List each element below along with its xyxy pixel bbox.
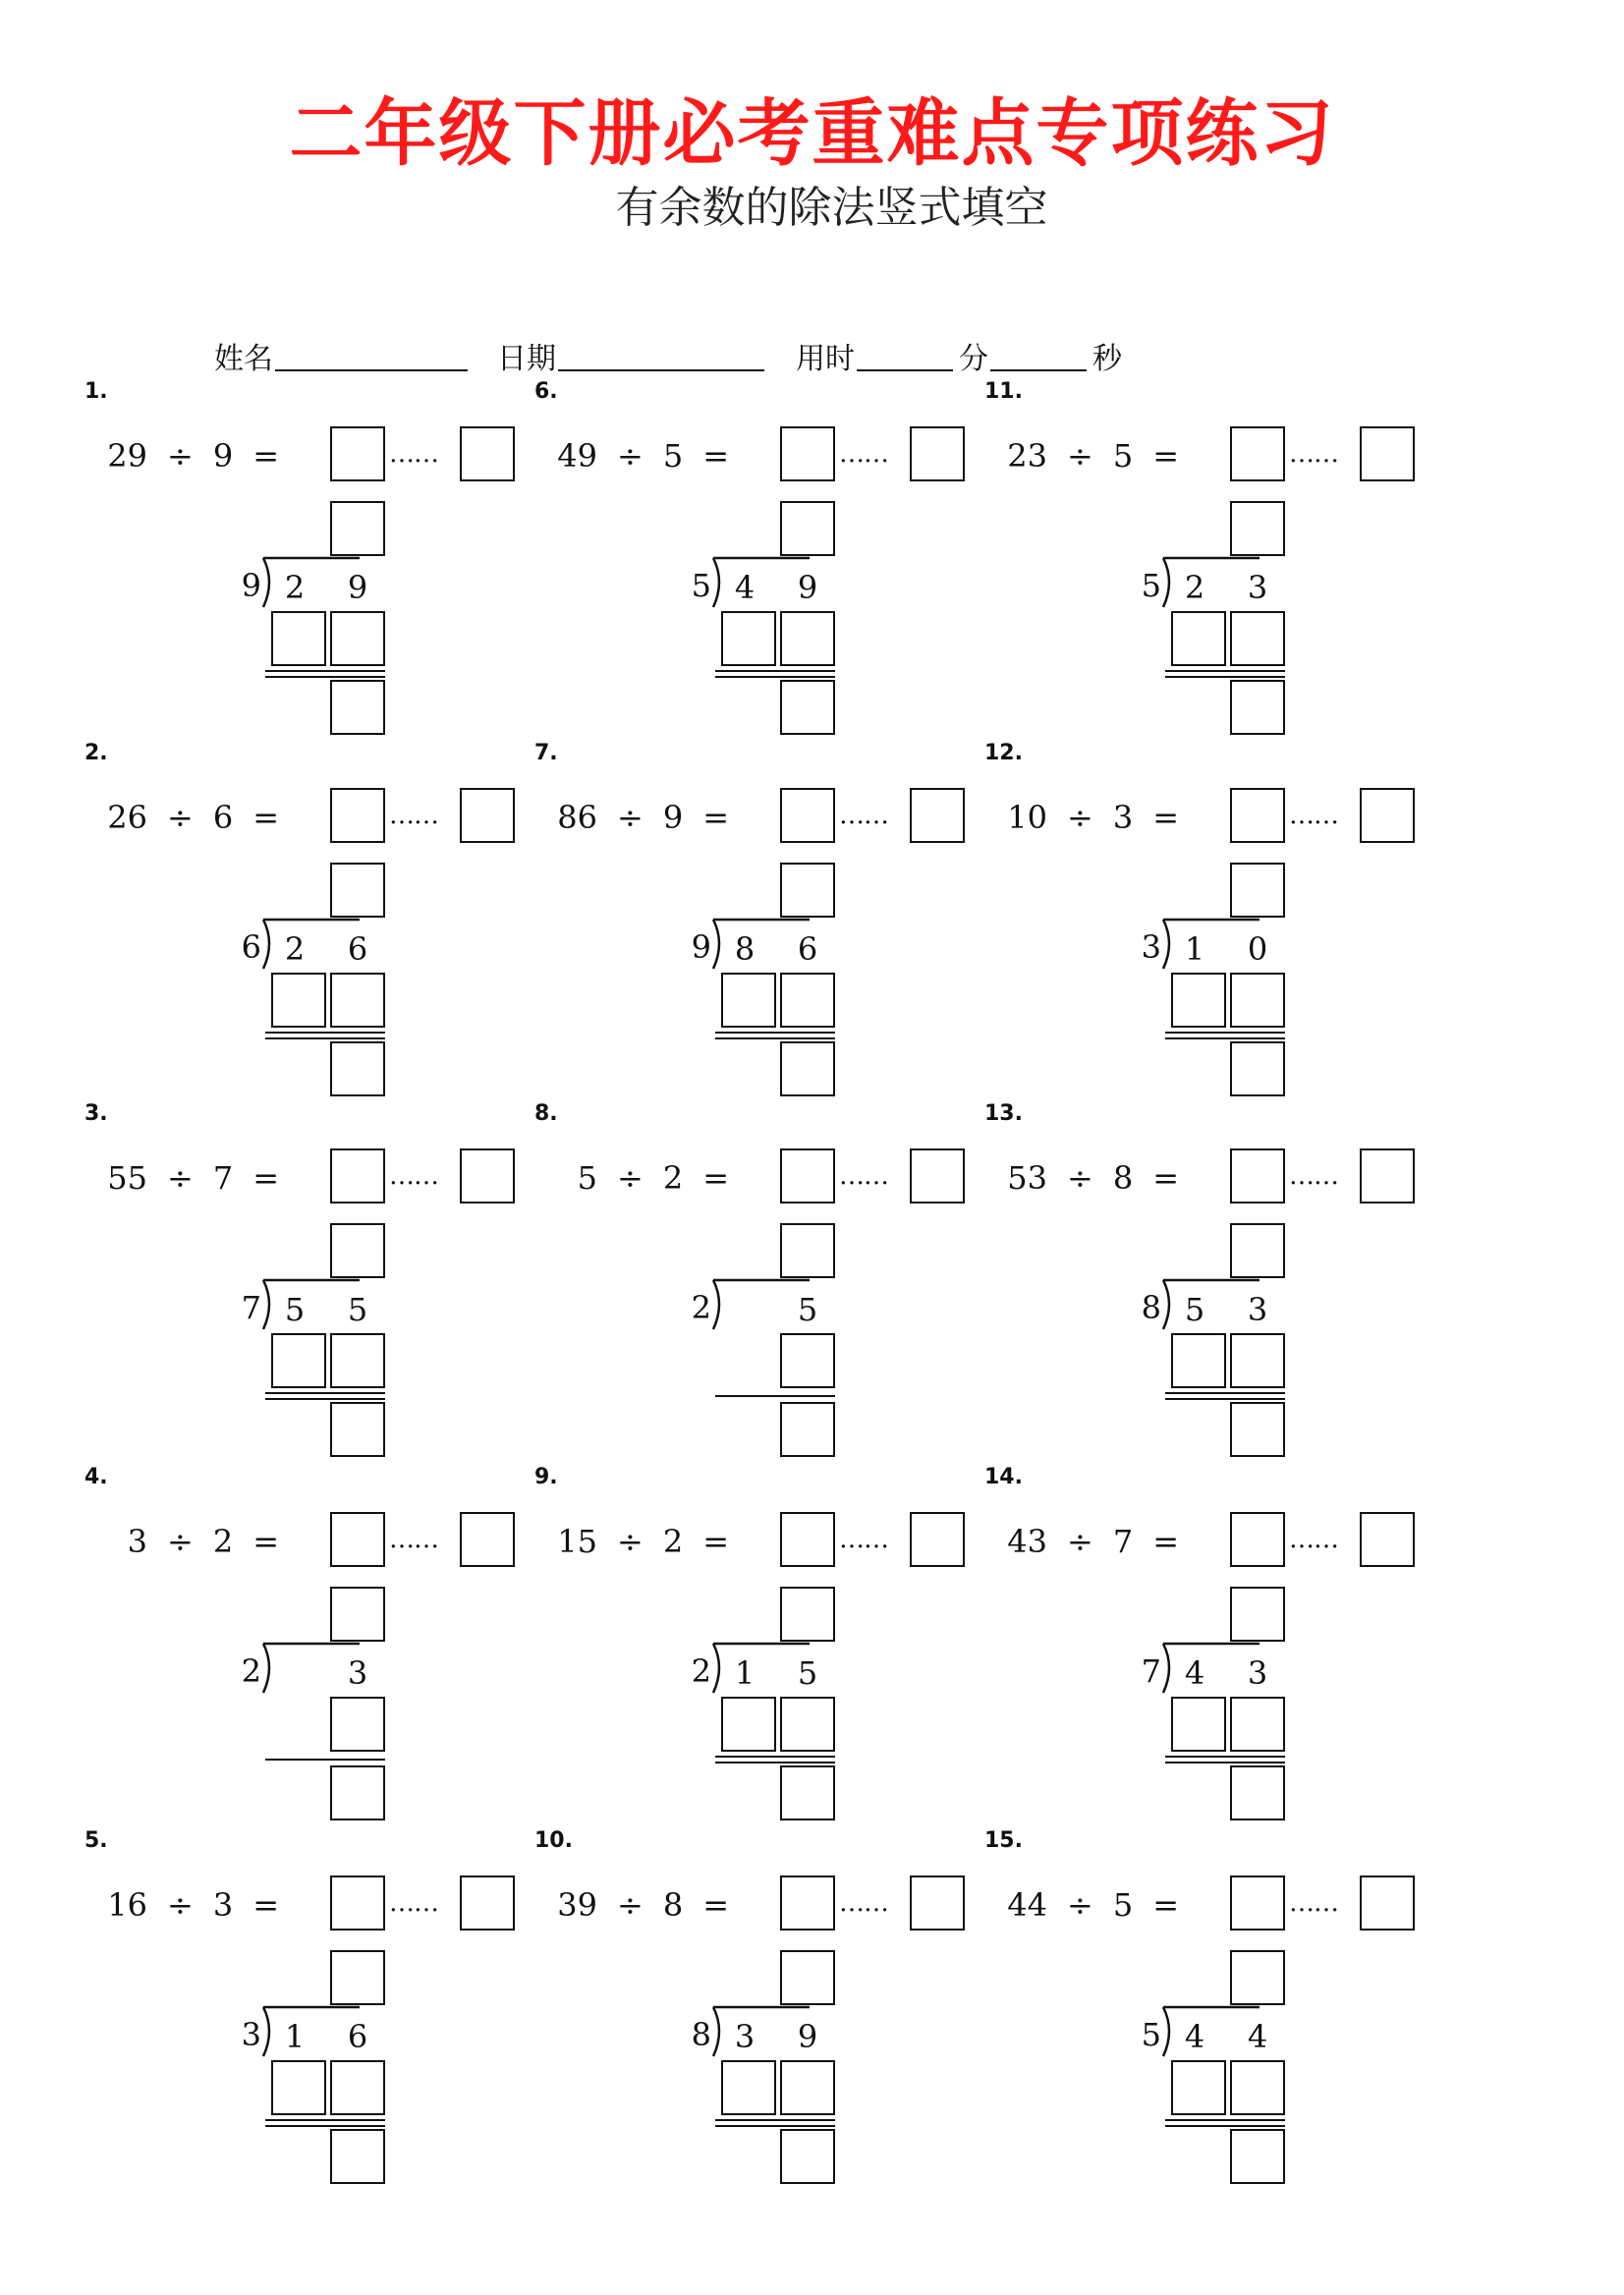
- divide-sign: ÷: [1067, 1159, 1093, 1197]
- subtraction-line: [715, 1395, 835, 1397]
- remainder-dots: ……: [389, 1161, 438, 1191]
- long-division-remainder-box[interactable]: [1230, 1765, 1285, 1820]
- equals-sign: =: [252, 1523, 279, 1560]
- problem-number: 1.: [84, 379, 108, 404]
- equals-sign: =: [702, 437, 729, 475]
- remainder-answer-box[interactable]: [910, 788, 965, 843]
- long-division-quotient-box[interactable]: [780, 863, 835, 918]
- subtraction-line: [715, 1032, 835, 1034]
- divisor: 3: [212, 1886, 234, 1924]
- quotient-answer-box[interactable]: [780, 1875, 835, 1931]
- remainder-dots: ……: [1289, 1525, 1338, 1554]
- divisor: 7: [1112, 1523, 1134, 1560]
- subtraction-line: [1165, 1392, 1285, 1394]
- problem-number: 6.: [534, 379, 558, 404]
- problem-number: 5.: [84, 1828, 108, 1853]
- dividend-ones-digit: 5: [347, 1291, 368, 1328]
- long-division-quotient-box[interactable]: [780, 1950, 835, 2005]
- student-info-row: [214, 330, 1122, 377]
- time-label: 用时: [796, 342, 855, 376]
- quotient-answer-box[interactable]: [330, 1512, 385, 1567]
- quotient-answer-box[interactable]: [330, 426, 385, 481]
- dividend: 10: [1007, 799, 1048, 836]
- long-division-quotient-box[interactable]: [330, 1587, 385, 1642]
- product-ones-box[interactable]: [780, 611, 835, 666]
- long-division-remainder-box[interactable]: [330, 1402, 385, 1457]
- second-label: 秒: [1092, 342, 1122, 376]
- remainder-dots: ……: [839, 439, 888, 469]
- division-equation: [557, 788, 729, 847]
- dividend-tens-digit: 4: [734, 569, 756, 606]
- subtraction-line-double: [265, 1398, 385, 1400]
- divisor: 5: [1112, 437, 1134, 475]
- long-division-quotient-box[interactable]: [780, 1223, 835, 1278]
- divisor: 9: [212, 437, 234, 475]
- divide-sign: ÷: [1067, 1523, 1093, 1560]
- dividend-tens-digit: 2: [284, 569, 306, 606]
- dividend: 44: [1007, 1886, 1048, 1924]
- problem-9: [534, 1465, 957, 1819]
- remainder-dots: ……: [839, 1161, 888, 1191]
- divisor: 2: [662, 1159, 684, 1197]
- long-division-divisor: 3: [1141, 928, 1161, 966]
- remainder-answer-box[interactable]: [910, 1148, 965, 1203]
- equals-sign: =: [1152, 1886, 1179, 1924]
- remainder-answer-box[interactable]: [460, 1512, 515, 1567]
- problem-number: 7.: [534, 741, 558, 765]
- long-division-divisor: 9: [241, 567, 261, 604]
- product-ones-box[interactable]: [780, 2060, 835, 2115]
- dividend-tens-digit: 4: [1184, 1654, 1205, 1692]
- product-tens-box[interactable]: [721, 1697, 776, 1752]
- problem-number: 2.: [84, 741, 108, 765]
- long-division-quotient-box[interactable]: [1230, 1587, 1285, 1642]
- equals-sign: =: [702, 1159, 729, 1197]
- remainder-dots: ……: [839, 1888, 888, 1918]
- product-tens-box[interactable]: [271, 973, 326, 1028]
- product-ones-box[interactable]: [330, 611, 385, 666]
- dividend: 55: [107, 1159, 148, 1197]
- remainder-dots: ……: [389, 801, 438, 830]
- division-equation: [557, 1875, 729, 1934]
- long-division-remainder-box[interactable]: [330, 680, 385, 735]
- quotient-answer-box[interactable]: [780, 1148, 835, 1203]
- remainder-dots: ……: [389, 439, 438, 469]
- dividend: 16: [107, 1886, 148, 1924]
- division-equation: [107, 1875, 279, 1934]
- remainder-dots: ……: [389, 1888, 438, 1918]
- subtraction-line-double: [1165, 676, 1285, 678]
- dividend: 23: [1007, 437, 1048, 475]
- product-ones-box[interactable]: [1230, 2060, 1285, 2115]
- remainder-answer-box[interactable]: [1360, 1875, 1415, 1931]
- dividend-ones-digit: 6: [797, 930, 818, 968]
- divide-sign: ÷: [617, 1523, 644, 1560]
- product-ones-box[interactable]: [1230, 1333, 1285, 1388]
- divide-sign: ÷: [167, 1886, 194, 1924]
- dividend: 53: [1007, 1159, 1048, 1197]
- product-tens-box[interactable]: [721, 611, 776, 666]
- subtraction-line: [715, 2119, 835, 2121]
- product-tens-box[interactable]: [271, 2060, 326, 2115]
- division-equation: [107, 788, 279, 847]
- quotient-answer-box[interactable]: [1230, 1512, 1285, 1567]
- problem-number: 13.: [984, 1101, 1023, 1126]
- quotient-answer-box[interactable]: [330, 1148, 385, 1203]
- equals-sign: =: [1152, 1523, 1179, 1560]
- dividend-ones-digit: 4: [1247, 2018, 1268, 2055]
- remainder-answer-box[interactable]: [910, 426, 965, 481]
- quotient-answer-box[interactable]: [780, 426, 835, 481]
- remainder-dots: ……: [1289, 801, 1338, 830]
- divide-sign: ÷: [1067, 1886, 1093, 1924]
- subtraction-line: [265, 1759, 385, 1761]
- divisor: 5: [662, 437, 684, 475]
- division-equation: [107, 1148, 279, 1207]
- remainder-dots: ……: [839, 1525, 888, 1554]
- dividend-ones-digit: 9: [797, 2018, 818, 2055]
- subtraction-line: [1165, 2119, 1285, 2121]
- long-division-quotient-box[interactable]: [330, 863, 385, 918]
- remainder-answer-box[interactable]: [1360, 1148, 1415, 1203]
- problem-number: 10.: [534, 1828, 573, 1853]
- subtraction-line-double: [265, 2125, 385, 2127]
- divisor: 8: [662, 1886, 684, 1924]
- problem-number: 9.: [534, 1465, 558, 1489]
- long-division-quotient-box[interactable]: [1230, 1223, 1285, 1278]
- long-division-remainder-box[interactable]: [780, 1765, 835, 1820]
- divide-sign: ÷: [617, 437, 644, 475]
- long-division-quotient-box[interactable]: [1230, 863, 1285, 918]
- equals-sign: =: [702, 799, 729, 836]
- long-division-remainder-box[interactable]: [1230, 1402, 1285, 1457]
- long-division-divisor: 8: [1141, 1289, 1161, 1326]
- page-subtitle: 有余数的除法竖式填空: [615, 183, 1048, 233]
- date-field[interactable]: [558, 336, 764, 371]
- dividend-ones-digit: 9: [347, 569, 368, 606]
- dividend-ones-digit: 6: [347, 2018, 368, 2055]
- remainder-answer-box[interactable]: [1360, 1512, 1415, 1567]
- dividend-tens-digit: 4: [1184, 2018, 1205, 2055]
- problem-number: 15.: [984, 1828, 1023, 1853]
- divide-sign: ÷: [1067, 799, 1093, 836]
- problem-10: [534, 1828, 957, 2182]
- quotient-answer-box[interactable]: [1230, 1875, 1285, 1931]
- equals-sign: =: [702, 1523, 729, 1560]
- long-division-divisor: 2: [691, 1652, 711, 1690]
- subtraction-line-double: [1165, 1398, 1285, 1400]
- remainder-answer-box[interactable]: [460, 1875, 515, 1931]
- subtraction-line-double: [715, 1762, 835, 1763]
- quotient-answer-box[interactable]: [1230, 426, 1285, 481]
- dividend-ones-digit: 3: [347, 1654, 368, 1692]
- dividend: 43: [1007, 1523, 1048, 1560]
- remainder-answer-box[interactable]: [460, 1148, 515, 1203]
- problem-1: [84, 379, 507, 733]
- dividend-ones-digit: 3: [1247, 1654, 1268, 1692]
- product-tens-box[interactable]: [721, 2060, 776, 2115]
- problem-5: [84, 1828, 507, 2182]
- long-division-remainder-box[interactable]: [780, 1041, 835, 1096]
- divisor: 7: [212, 1159, 234, 1197]
- long-division-divisor: 5: [1141, 567, 1161, 604]
- remainder-answer-box[interactable]: [910, 1875, 965, 1931]
- subtraction-line-double: [715, 1037, 835, 1039]
- problem-12: [984, 741, 1407, 1094]
- problem-3: [84, 1101, 507, 1455]
- long-division-remainder-box[interactable]: [1230, 2129, 1285, 2184]
- divide-sign: ÷: [167, 799, 194, 836]
- long-division-remainder-box[interactable]: [780, 680, 835, 735]
- long-division-divisor: 2: [241, 1652, 261, 1690]
- remainder-answer-box[interactable]: [1360, 426, 1415, 481]
- long-division-quotient-box[interactable]: [330, 1223, 385, 1278]
- dividend-tens-digit: 5: [1184, 1291, 1205, 1328]
- quotient-answer-box[interactable]: [780, 1512, 835, 1567]
- subtraction-line-double: [265, 676, 385, 678]
- subtraction-line: [1165, 670, 1285, 672]
- dividend-tens-digit: 2: [1184, 569, 1205, 606]
- remainder-dots: ……: [839, 801, 888, 830]
- remainder-answer-box[interactable]: [460, 788, 515, 843]
- dividend-tens-digit: 8: [734, 930, 756, 968]
- product-ones-box[interactable]: [330, 2060, 385, 2115]
- problem-8: [534, 1101, 957, 1455]
- dividend: 29: [107, 437, 148, 475]
- divide-sign: ÷: [167, 1159, 194, 1197]
- subtraction-line-double: [1165, 1037, 1285, 1039]
- problem-14: [984, 1465, 1407, 1819]
- dividend-ones-digit: 3: [1247, 1291, 1268, 1328]
- problem-7: [534, 741, 957, 1094]
- dividend-ones-digit: 6: [347, 930, 368, 968]
- long-division-divisor: 3: [241, 2016, 261, 2053]
- product-ones-box[interactable]: [1230, 611, 1285, 666]
- divisor: 2: [662, 1523, 684, 1560]
- quotient-answer-box[interactable]: [330, 788, 385, 843]
- subtraction-line-double: [265, 1037, 385, 1039]
- dividend-tens-digit: 1: [1184, 930, 1205, 968]
- dividend: 15: [557, 1523, 598, 1560]
- long-division-remainder-box[interactable]: [330, 1765, 385, 1820]
- equals-sign: =: [1152, 437, 1179, 475]
- subtraction-line: [265, 670, 385, 672]
- dividend: 5: [577, 1159, 598, 1197]
- product-tens-box[interactable]: [271, 611, 326, 666]
- dividend-ones-digit: 0: [1247, 930, 1268, 968]
- product-tens-box[interactable]: [1171, 611, 1226, 666]
- problem-number: 4.: [84, 1465, 108, 1489]
- product-ones-box[interactable]: [1230, 1697, 1285, 1752]
- page-title: 二年级下册必考重难点专项练习: [289, 91, 1335, 176]
- product-tens-box[interactable]: [1171, 973, 1226, 1028]
- equals-sign: =: [252, 1886, 279, 1924]
- long-division-divisor: 9: [691, 928, 711, 966]
- divisor: 8: [1112, 1159, 1134, 1197]
- product-ones-box[interactable]: [330, 1333, 385, 1388]
- division-equation: [557, 1512, 729, 1571]
- remainder-answer-box[interactable]: [460, 426, 515, 481]
- division-equation: [1007, 1148, 1179, 1207]
- product-ones-box[interactable]: [330, 1697, 385, 1752]
- dividend-tens-digit: 2: [284, 930, 306, 968]
- problem-number: 14.: [984, 1465, 1023, 1489]
- equals-sign: =: [1152, 1159, 1179, 1197]
- quotient-answer-box[interactable]: [1230, 788, 1285, 843]
- long-division-divisor: 8: [691, 2016, 711, 2053]
- dividend: 86: [557, 799, 598, 836]
- divisor: 3: [1112, 799, 1134, 836]
- long-division-quotient-box[interactable]: [780, 501, 835, 556]
- long-division-remainder-box[interactable]: [1230, 1041, 1285, 1096]
- product-tens-box[interactable]: [1171, 1697, 1226, 1752]
- long-division-remainder-box[interactable]: [1230, 680, 1285, 735]
- product-ones-box[interactable]: [1230, 973, 1285, 1028]
- long-division-remainder-box[interactable]: [780, 2129, 835, 2184]
- long-division-divisor: 7: [241, 1289, 261, 1326]
- dividend: 49: [557, 437, 598, 475]
- problem-number: 3.: [84, 1101, 108, 1126]
- problem-15: [984, 1828, 1407, 2182]
- long-division-divisor: 7: [1141, 1652, 1161, 1690]
- remainder-dots: ……: [389, 1525, 438, 1554]
- divide-sign: ÷: [167, 1523, 194, 1560]
- product-tens-box[interactable]: [271, 1333, 326, 1388]
- problem-2: [84, 741, 507, 1094]
- dividend-tens-digit: 5: [284, 1291, 306, 1328]
- quotient-answer-box[interactable]: [780, 788, 835, 843]
- equals-sign: =: [252, 1159, 279, 1197]
- remainder-answer-box[interactable]: [1360, 788, 1415, 843]
- product-tens-box[interactable]: [1171, 2060, 1226, 2115]
- subtraction-line: [1165, 1756, 1285, 1758]
- dividend-ones-digit: 9: [797, 569, 818, 606]
- remainder-dots: ……: [1289, 439, 1338, 469]
- problem-13: [984, 1101, 1407, 1455]
- subtraction-line: [265, 1032, 385, 1034]
- product-ones-box[interactable]: [780, 1697, 835, 1752]
- name-label: 姓名: [214, 342, 273, 376]
- division-equation: [1007, 1875, 1179, 1934]
- subtraction-line-double: [715, 676, 835, 678]
- remainder-dots: ……: [1289, 1161, 1338, 1191]
- long-division-remainder-box[interactable]: [330, 1041, 385, 1096]
- long-division-quotient-box[interactable]: [330, 1950, 385, 2005]
- product-tens-box[interactable]: [721, 973, 776, 1028]
- divisor: 2: [212, 1523, 234, 1560]
- equals-sign: =: [252, 437, 279, 475]
- subtraction-line: [715, 670, 835, 672]
- subtraction-line-double: [1165, 1762, 1285, 1763]
- divide-sign: ÷: [1067, 437, 1093, 475]
- problem-4: [84, 1465, 507, 1819]
- quotient-answer-box[interactable]: [330, 1875, 385, 1931]
- dividend: 39: [557, 1886, 598, 1924]
- subtraction-line-double: [715, 2125, 835, 2127]
- dividend-ones-digit: 3: [1247, 569, 1268, 606]
- remainder-answer-box[interactable]: [910, 1512, 965, 1567]
- divide-sign: ÷: [167, 437, 194, 475]
- problem-number: 12.: [984, 741, 1023, 765]
- subtraction-line: [1165, 1032, 1285, 1034]
- product-tens-box[interactable]: [1171, 1333, 1226, 1388]
- quotient-answer-box[interactable]: [1230, 1148, 1285, 1203]
- division-equation: [1007, 788, 1179, 847]
- divide-sign: ÷: [617, 1886, 644, 1924]
- equals-sign: =: [702, 1886, 729, 1924]
- long-division-divisor: 5: [691, 567, 711, 604]
- dividend: 3: [127, 1523, 148, 1560]
- minutes-field[interactable]: [857, 336, 953, 371]
- problem-6: [534, 379, 957, 733]
- dividend-ones-digit: 5: [797, 1654, 818, 1692]
- long-division-remainder-box[interactable]: [780, 1402, 835, 1457]
- divide-sign: ÷: [617, 799, 644, 836]
- subtraction-line-double: [1165, 2125, 1285, 2127]
- long-division-quotient-box[interactable]: [780, 1587, 835, 1642]
- dividend-tens-digit: 1: [734, 1654, 756, 1692]
- long-division-divisor: 5: [1141, 2016, 1161, 2053]
- equals-sign: =: [1152, 799, 1179, 836]
- seconds-field[interactable]: [990, 336, 1087, 371]
- divide-sign: ÷: [617, 1159, 644, 1197]
- division-equation: [107, 426, 279, 485]
- divisor: 5: [1112, 1886, 1134, 1924]
- name-field[interactable]: [275, 336, 468, 371]
- dividend-ones-digit: 5: [797, 1291, 818, 1328]
- dividend-tens-digit: 3: [734, 2018, 756, 2055]
- problem-number: 11.: [984, 379, 1023, 404]
- remainder-dots: ……: [1289, 1888, 1338, 1918]
- division-equation: [557, 426, 729, 485]
- equals-sign: =: [252, 799, 279, 836]
- problem-number: 8.: [534, 1101, 558, 1126]
- long-division-quotient-box[interactable]: [330, 501, 385, 556]
- subtraction-line: [265, 1392, 385, 1394]
- product-ones-box[interactable]: [780, 1333, 835, 1388]
- long-division-remainder-box[interactable]: [330, 2129, 385, 2184]
- division-equation: [578, 1148, 729, 1207]
- subtraction-line: [715, 1756, 835, 1758]
- product-ones-box[interactable]: [780, 973, 835, 1028]
- long-division-quotient-box[interactable]: [1230, 501, 1285, 556]
- product-ones-box[interactable]: [330, 973, 385, 1028]
- long-division-quotient-box[interactable]: [1230, 1950, 1285, 2005]
- dividend-tens-digit: 1: [284, 2018, 306, 2055]
- minute-label: 分: [959, 342, 988, 376]
- divisor: 6: [212, 799, 234, 836]
- division-equation: [1007, 1512, 1179, 1571]
- divisor: 9: [662, 799, 684, 836]
- subtraction-line: [265, 2119, 385, 2121]
- date-label: 日期: [497, 342, 556, 376]
- division-equation: [1007, 426, 1179, 485]
- problem-11: [984, 379, 1407, 733]
- dividend: 26: [107, 799, 148, 836]
- long-division-divisor: 6: [241, 928, 261, 966]
- division-equation: [128, 1512, 279, 1571]
- long-division-divisor: 2: [691, 1289, 711, 1326]
